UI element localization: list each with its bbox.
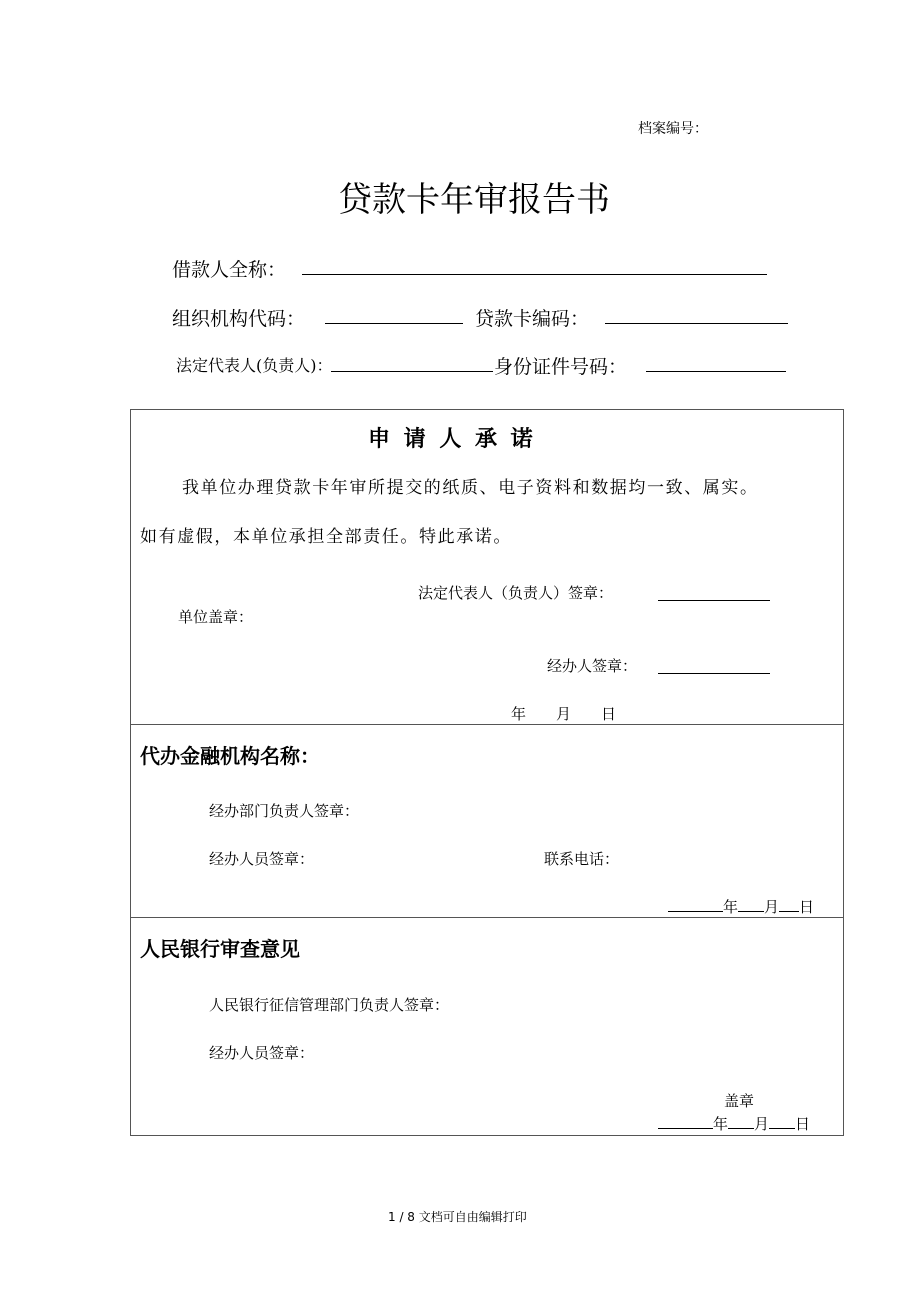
id-no-label: 身份证件号码： — [494, 356, 628, 378]
borrower-field[interactable] — [302, 274, 767, 275]
pbc-heading: 人民银行审查意见 — [140, 937, 300, 961]
archive-number-label: 档案编号： — [638, 121, 708, 137]
pbc-dept-head-label: 人民银行征信管理部门负责人签章： — [209, 996, 450, 1014]
pbc-seal-label: 盖章 — [724, 1092, 755, 1110]
agent-heading: 代办金融机构名称： — [140, 744, 320, 768]
page-title: 贷款卡年审报告书 — [338, 180, 610, 220]
commitment-para2: 如有虚假，本单位承担全部责任。特此承诺。 — [140, 527, 512, 547]
agent-date: 年 月 日 — [668, 896, 814, 917]
commitment-para1: 我单位办理贷款卡年审所提交的纸质、电子资料和数据均一致、属实。 — [182, 478, 759, 498]
unit-seal-label: 单位盖章： — [178, 608, 254, 626]
divider — [130, 724, 844, 725]
commitment-heading: 申 请 人 承 诺 — [368, 426, 536, 452]
legal-rep-field[interactable] — [331, 371, 493, 372]
card-no-field[interactable] — [605, 323, 788, 324]
form-table — [130, 409, 844, 1136]
agent-staff-label: 经办人员签章： — [209, 850, 315, 868]
handler-sign-field[interactable] — [658, 673, 770, 674]
handler-sign-label: 经办人签章： — [547, 657, 638, 675]
pbc-staff-label: 经办人员签章： — [209, 1044, 315, 1062]
card-no-label: 贷款卡编码： — [475, 308, 590, 330]
borrower-label: 借款人全称： — [172, 259, 287, 281]
id-no-field[interactable] — [646, 371, 786, 372]
commitment-date: 年 月 日 — [511, 705, 617, 723]
org-code-field[interactable] — [325, 323, 463, 324]
legal-sign-field[interactable] — [658, 600, 770, 601]
legal-rep-label: 法定代表人(负责人)： — [176, 356, 333, 375]
page-footer: 1 / 8 文档可自由编辑打印 — [388, 1210, 527, 1224]
agent-phone-label: 联系电话： — [544, 850, 620, 868]
legal-sign-label: 法定代表人（负责人）签章： — [418, 584, 614, 602]
pbc-date: 年 月 日 — [658, 1113, 810, 1134]
org-code-label: 组织机构代码： — [172, 308, 306, 330]
divider — [130, 917, 844, 918]
agent-dept-head-label: 经办部门负责人签章： — [209, 802, 360, 820]
